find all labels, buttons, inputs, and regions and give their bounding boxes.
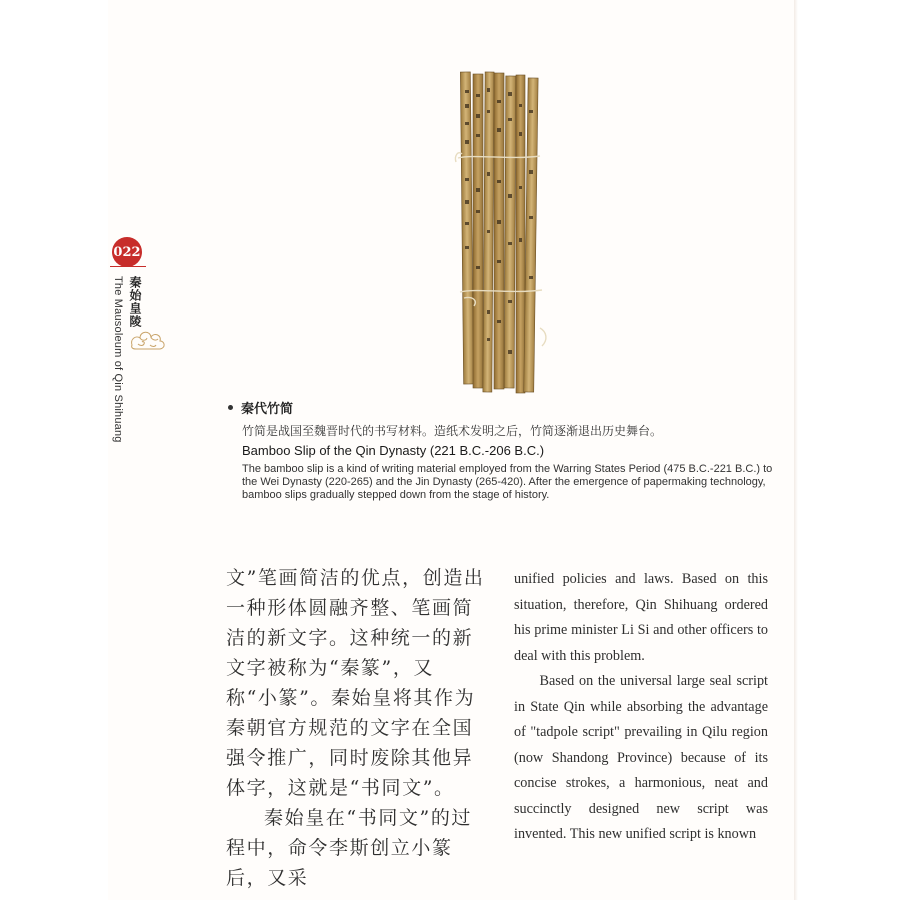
paragraph-en-2: Based on the universal large seal script in State Qin while absorbing the advantage of "tadpole script" prevailing in Qilu region (now Shandong Province) because of its concise strokes, a harmonious, neat and succinctly designed new script was invented. This new unified script is known xyxy=(514,673,768,842)
bullet-icon xyxy=(228,405,233,410)
paragraph-cn-2: 秦始皇在“书同文”的过程中，命令李斯创立小篆后，又采 xyxy=(226,807,473,889)
paragraph-cn-1: 文”笔画简洁的优点，创造出一种形体圆融齐整、笔画简洁的新文字。这种统一的新文字被称为“秦篆”，又称“小篆”。秦始皇将其作为秦朝官方规范的文字在全国强令推广，同时废除其他异体字，这就是“书同文”。 xyxy=(226,567,485,799)
side-title-chinese: 秦始皇陵 xyxy=(128,276,142,328)
auspicious-cloud-icon xyxy=(128,323,168,355)
caption-title-chinese: 秦代竹简 xyxy=(241,402,294,417)
page-number-badge: 022 xyxy=(112,237,142,267)
body-column-chinese xyxy=(226,563,486,893)
side-divider xyxy=(110,266,146,267)
caption-text-english: The bamboo slip is a kind of writing material employed from the Warring States Period (475 B.C.-221 B.C.) to the Wei Dynasty (220-265) and the Jin Dynasty (265-420). After the emergence of papermaking technology, bamboo slips gradually stepped down from the stage of history. xyxy=(242,463,773,501)
paragraph-en-1: unified policies and laws. Based on this situation, therefore, Qin Shihuang ordered his prime minister Li Si and other officers to deal with this problem. xyxy=(514,571,768,664)
caption-title-english: Bamboo Slip of the Qin Dynasty (221 B.C.-206 B.C.) xyxy=(242,443,545,458)
bamboo-slip-photo xyxy=(452,70,552,396)
side-title-english: The Mausoleum of Qin Shihuang xyxy=(112,276,124,443)
caption-heading xyxy=(228,398,778,417)
page-edge xyxy=(794,0,798,900)
caption-text-chinese: 竹简是战国至魏晋时代的书写材料。造纸术发明之后，竹简逐渐退出历史舞台。 xyxy=(242,424,663,438)
figure-caption xyxy=(228,398,778,502)
body-column-english xyxy=(514,567,768,848)
